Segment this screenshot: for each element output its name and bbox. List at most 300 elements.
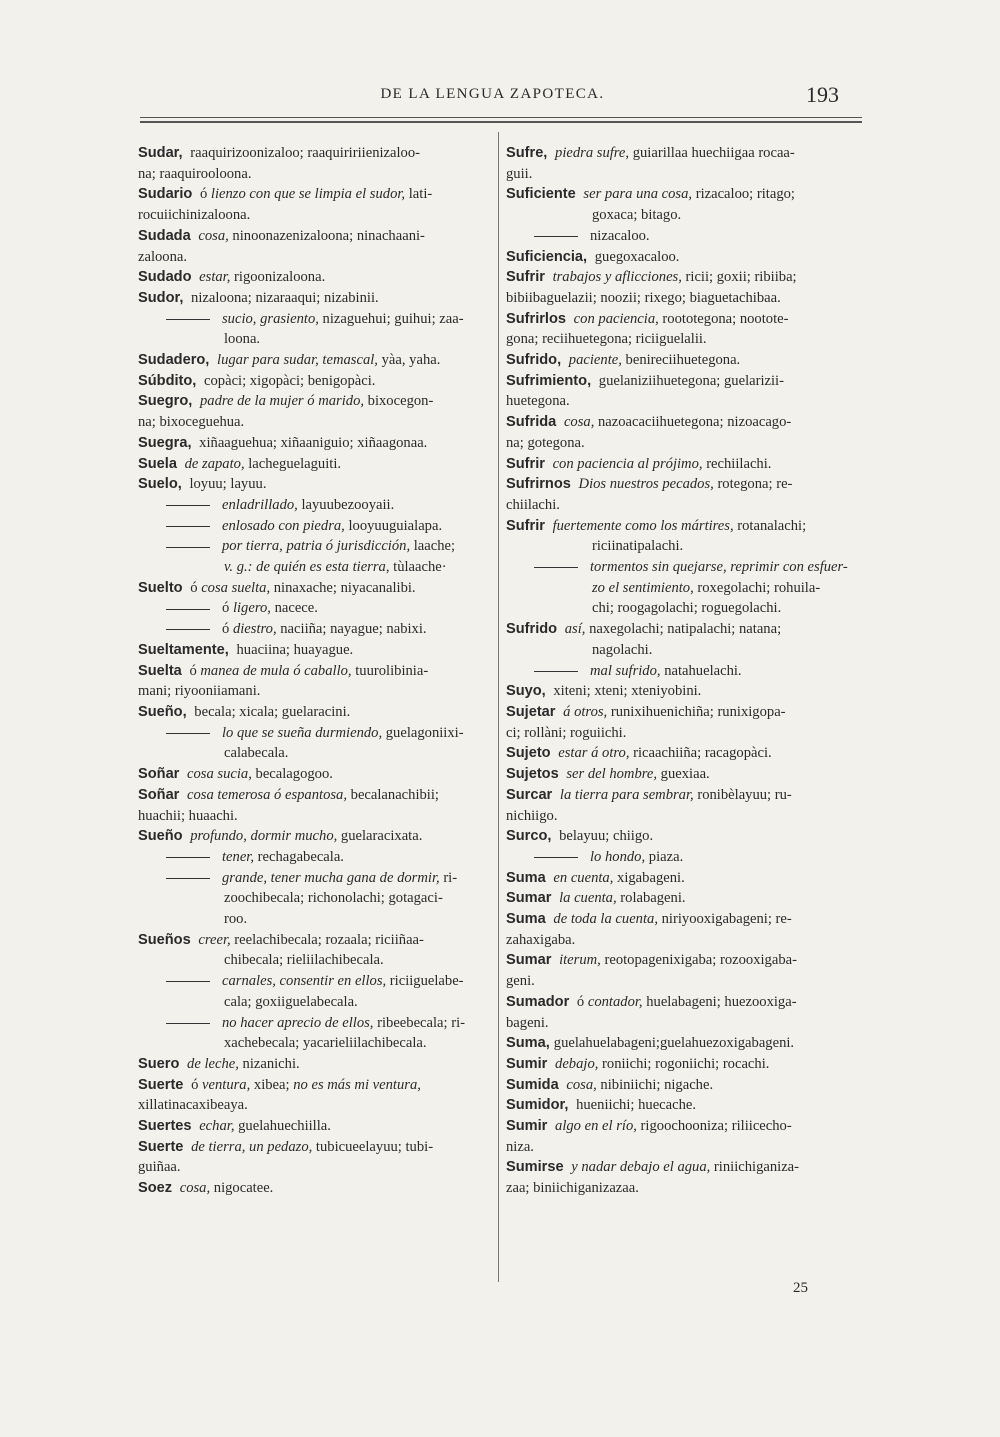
headword: Sujeto bbox=[506, 745, 551, 762]
header-rule-thick bbox=[140, 121, 862, 123]
gloss-text: la tierra para sembrar, bbox=[559, 786, 694, 803]
dictionary-line bbox=[138, 1095, 496, 1116]
gloss-text: cosa, bbox=[179, 1180, 211, 1197]
entry-text: layuubezooyaii. bbox=[297, 496, 395, 513]
entry-text: benireciihuetegona. bbox=[621, 352, 741, 369]
dictionary-line bbox=[506, 971, 862, 992]
dictionary-line bbox=[138, 764, 496, 785]
dictionary-line bbox=[138, 391, 496, 412]
header-rule-thin bbox=[140, 117, 862, 118]
entry-text: ricaachiiña; racagopàci. bbox=[629, 745, 772, 762]
dictionary-line bbox=[506, 578, 862, 599]
dictionary-line bbox=[138, 536, 496, 557]
headword: Sudar, bbox=[138, 145, 183, 161]
dictionary-line bbox=[506, 371, 862, 392]
repeat-dash bbox=[166, 981, 210, 982]
entry-text: xiñaaguehua; xiñaaniguio; xiñaagonaa. bbox=[195, 434, 428, 451]
entry-text: rolabageni. bbox=[616, 890, 686, 907]
entry-text: na; gotegona. bbox=[506, 434, 585, 451]
headword: Sufrida bbox=[506, 414, 557, 431]
headword: Suma bbox=[506, 869, 546, 886]
dictionary-line bbox=[138, 247, 496, 268]
entry-text: rocuiichinizaloona. bbox=[138, 207, 251, 224]
page-number: 193 bbox=[806, 82, 839, 107]
dictionary-line bbox=[138, 992, 496, 1013]
dictionary-line bbox=[506, 826, 862, 847]
entry-text: nizacaloo. bbox=[590, 227, 650, 244]
gloss-text: de toda la cuenta, bbox=[553, 911, 658, 928]
signature-mark: 25 bbox=[793, 1280, 808, 1296]
entry-text: loona. bbox=[224, 331, 261, 348]
headword: Suela bbox=[138, 455, 177, 472]
entry-text: guii. bbox=[506, 165, 533, 182]
gloss-text: carnales, consentir en ellos, bbox=[222, 973, 387, 990]
entry-text: runixihuenichiña; runixigopa- bbox=[607, 703, 786, 720]
gloss-text: la cuenta, bbox=[559, 890, 617, 907]
gloss-text: cosa, bbox=[563, 414, 595, 431]
entry-text: roototegona; nootote- bbox=[658, 310, 789, 327]
gloss-text: y nadar debajo el agua, bbox=[571, 1159, 711, 1176]
dictionary-line bbox=[506, 1116, 862, 1137]
gloss-text: no es más mi ventura, bbox=[293, 1076, 421, 1093]
dictionary-line bbox=[138, 681, 496, 702]
dictionary-line bbox=[506, 536, 862, 557]
gloss-text: zo el sentimiento, bbox=[592, 579, 694, 596]
gloss-text: no hacer aprecio de ellos, bbox=[222, 1014, 374, 1031]
gloss-text: con paciencia al prójimo, bbox=[552, 455, 703, 472]
headword: Sueño bbox=[138, 828, 183, 845]
dictionary-line bbox=[138, 950, 496, 971]
entry-text: huetegona. bbox=[506, 393, 570, 410]
entry-text: nichiigo. bbox=[506, 807, 558, 824]
repeat-dash bbox=[166, 319, 210, 320]
entry-text: ri- bbox=[439, 869, 458, 886]
headword: Suelta bbox=[138, 662, 182, 679]
page-header bbox=[140, 82, 845, 112]
entry-text: becalagogoo. bbox=[251, 766, 333, 783]
headword: Sujetar bbox=[506, 703, 556, 720]
gloss-text: cosa sucia, bbox=[187, 766, 252, 783]
entry-text: rigoochooniza; riliicecho- bbox=[636, 1118, 792, 1135]
entry-text: xigabageni. bbox=[613, 869, 685, 886]
headword: Sufrimiento, bbox=[506, 372, 592, 389]
gloss-text: mal sufrido, bbox=[590, 662, 661, 679]
dictionary-line bbox=[506, 1137, 862, 1158]
entry-text: ninaxache; niyacanalibi. bbox=[270, 579, 416, 596]
entry-text: xachebecala; yacarieliilachibecala. bbox=[224, 1035, 427, 1052]
dictionary-line bbox=[506, 764, 862, 785]
gloss-text: algo en el río, bbox=[555, 1118, 637, 1135]
dictionary-line bbox=[506, 474, 862, 495]
running-head: DE LA LENGUA ZAPOTECA. bbox=[380, 86, 605, 102]
dictionary-line bbox=[138, 847, 496, 868]
entry-text: ninoonazenizaloona; ninachaani- bbox=[228, 227, 425, 244]
entry-text: nigocatee. bbox=[210, 1180, 274, 1197]
dictionary-line bbox=[138, 930, 496, 951]
dictionary-line bbox=[506, 950, 862, 971]
dictionary-line bbox=[138, 267, 496, 288]
entry-text: chiilachi. bbox=[506, 496, 560, 513]
dictionary-line bbox=[138, 454, 496, 475]
gloss-text: v. g.: de quién es esta tierra, bbox=[224, 559, 390, 576]
gloss-text: lienzo con que se limpia el sudor, bbox=[210, 186, 406, 203]
headword: Sumir bbox=[506, 1118, 548, 1135]
entry-text: nagolachi. bbox=[592, 641, 653, 658]
headword: Sufrir bbox=[506, 269, 545, 286]
dictionary-line bbox=[138, 309, 496, 330]
entry-text: huaciina; huayague. bbox=[232, 641, 354, 658]
entry-text: belayuu; chiigo. bbox=[555, 828, 654, 845]
headword: Suyo, bbox=[506, 683, 546, 700]
dictionary-line bbox=[138, 226, 496, 247]
headword: Suelo, bbox=[138, 476, 182, 493]
entry-text: cala; goxiiguelabecala. bbox=[224, 993, 358, 1010]
dictionary-line bbox=[138, 1075, 496, 1096]
gloss-text: enladrillado, bbox=[222, 496, 298, 513]
repeat-dash bbox=[166, 878, 210, 879]
dictionary-line bbox=[506, 1013, 862, 1034]
entry-text: bibiibaguelazii; noozii; rixego; biaguetachibaa. bbox=[506, 289, 781, 306]
dictionary-line bbox=[506, 806, 862, 827]
gloss-text: á otros, bbox=[563, 703, 608, 720]
dictionary-line bbox=[506, 1157, 862, 1178]
repeat-dash bbox=[534, 857, 578, 858]
dictionary-line bbox=[138, 909, 496, 930]
repeat-dash bbox=[166, 1023, 210, 1024]
gloss-text: cosa, bbox=[198, 227, 229, 244]
dictionary-line bbox=[138, 1033, 496, 1054]
gloss-text: Dios nuestros pecados, bbox=[578, 476, 714, 493]
dictionary-line bbox=[506, 847, 862, 868]
repeat-dash bbox=[166, 609, 210, 610]
dictionary-line bbox=[138, 143, 496, 164]
entry-text: bixocegon- bbox=[364, 393, 434, 410]
gloss-text: lugar para sudar, temascal, bbox=[217, 352, 378, 369]
dictionary-line bbox=[138, 702, 496, 723]
entry-text: ó bbox=[187, 1076, 203, 1093]
dictionary-line bbox=[506, 1033, 862, 1054]
entry-text: laache; bbox=[410, 538, 456, 555]
gloss-text: tener, bbox=[222, 848, 255, 865]
headword: Sudario bbox=[138, 186, 193, 203]
repeat-dash bbox=[166, 526, 210, 527]
entry-text: copàci; xigopàci; benigopàci. bbox=[200, 372, 376, 389]
gloss-text: iterum, bbox=[559, 952, 601, 969]
gloss-text: con paciencia, bbox=[573, 310, 659, 327]
entry-text: rigoonizaloona. bbox=[230, 269, 326, 286]
dictionary-line bbox=[506, 1054, 862, 1075]
entry-text: ó bbox=[222, 600, 233, 617]
entry-text: tùlaache· bbox=[389, 559, 447, 576]
gloss-text: fuertemente como los mártires, bbox=[552, 517, 734, 534]
entry-text: lacheguelaguiti. bbox=[244, 455, 342, 472]
dictionary-line bbox=[506, 247, 862, 268]
entry-text: looyuuguialapa. bbox=[344, 517, 443, 534]
headword: Surcar bbox=[506, 786, 553, 803]
dictionary-line bbox=[506, 495, 862, 516]
entry-text: na; raaquirooloona. bbox=[138, 165, 252, 182]
dictionary-line bbox=[138, 433, 496, 454]
dictionary-line bbox=[506, 288, 862, 309]
headword: Sufrirlos bbox=[506, 310, 567, 327]
gloss-text: estar, bbox=[199, 269, 231, 286]
repeat-dash bbox=[166, 547, 210, 548]
entry-text: nazoacaciihuetegona; nizoacago- bbox=[594, 414, 792, 431]
gloss-text: trabajos y aflicciones, bbox=[552, 269, 682, 286]
dictionary-line bbox=[138, 1116, 496, 1137]
entry-text: nacece. bbox=[270, 600, 318, 617]
dictionary-line bbox=[138, 474, 496, 495]
dictionary-line bbox=[138, 1013, 496, 1034]
dictionary-line bbox=[506, 868, 862, 889]
gloss-text: grande, tener mucha gana de dormir, bbox=[222, 869, 440, 886]
entry-text: mani; riyooniiamani. bbox=[138, 683, 261, 700]
entry-text: chibecala; rieliilachibecala. bbox=[224, 952, 384, 969]
dictionary-line bbox=[506, 205, 862, 226]
entry-text: rechagabecala. bbox=[254, 848, 344, 865]
dictionary-line bbox=[138, 640, 496, 661]
gloss-text: así, bbox=[564, 621, 586, 638]
entry-text: rechiilachi. bbox=[702, 455, 772, 472]
dictionary-line bbox=[506, 619, 862, 640]
gloss-text: padre de la mujer ó marido, bbox=[199, 393, 365, 410]
dictionary-line bbox=[506, 930, 862, 951]
gloss-text: tormentos sin quejarse, reprimir con esfuer- bbox=[590, 559, 848, 576]
repeat-dash bbox=[534, 567, 578, 568]
entry-text: guiarillaa huechiigaa rocaa- bbox=[629, 145, 795, 161]
dictionary-line bbox=[506, 164, 862, 185]
gloss-text: de zapato, bbox=[184, 455, 245, 472]
dictionary-line bbox=[138, 412, 496, 433]
gloss-text: en cuenta, bbox=[553, 869, 614, 886]
gloss-text: debajo, bbox=[555, 1055, 599, 1072]
headword: Sujetos bbox=[506, 766, 559, 783]
gloss-text: creer, bbox=[198, 931, 231, 948]
entry-text: riniichiganiza- bbox=[710, 1159, 800, 1176]
gloss-text: piedra sufre, bbox=[555, 145, 630, 161]
entry-text: riciiguelabe- bbox=[386, 973, 464, 990]
dictionary-line bbox=[506, 785, 862, 806]
dictionary-line bbox=[138, 785, 496, 806]
entry-text: loyuu; layuu. bbox=[185, 476, 267, 493]
headword: Sudado bbox=[138, 269, 192, 286]
entry-text: xibea; bbox=[250, 1076, 294, 1093]
dictionary-line bbox=[138, 971, 496, 992]
dictionary-line bbox=[138, 288, 496, 309]
headword: Sumidor, bbox=[506, 1097, 569, 1114]
entry-text: roxegolachi; rohuila- bbox=[693, 579, 821, 596]
headword: Sumar bbox=[506, 890, 552, 907]
dictionary-line bbox=[138, 1137, 496, 1158]
entry-text: nibiniichi; nigache. bbox=[596, 1076, 714, 1093]
entry-text: rizacaloo; ritago; bbox=[692, 186, 795, 203]
headword: Surco, bbox=[506, 828, 552, 845]
gloss-text: de leche, bbox=[187, 1055, 239, 1072]
dictionary-line bbox=[506, 702, 862, 723]
entry-text: zaloona. bbox=[138, 248, 188, 265]
dictionary-line bbox=[138, 164, 496, 185]
headword: Suficiencia, bbox=[506, 248, 588, 265]
entry-text: natahuelachi. bbox=[660, 662, 742, 679]
dictionary-line bbox=[138, 578, 496, 599]
headword: Suerte bbox=[138, 1138, 184, 1155]
dictionary-line bbox=[506, 267, 862, 288]
dictionary-line bbox=[138, 495, 496, 516]
gloss-text: lo que se sueña durmiendo, bbox=[222, 724, 383, 741]
headword: Suero bbox=[138, 1055, 180, 1072]
dictionary-line bbox=[506, 723, 862, 744]
entry-text: ribeebecala; ri- bbox=[373, 1014, 466, 1031]
dictionary-line bbox=[506, 226, 862, 247]
gloss-text: paciente, bbox=[568, 352, 622, 369]
dictionary-line bbox=[138, 1157, 496, 1178]
dictionary-line bbox=[138, 868, 496, 889]
entry-text: lati- bbox=[405, 186, 433, 203]
headword: Sufrido, bbox=[506, 352, 562, 369]
dictionary-line bbox=[506, 412, 862, 433]
headword: Súbdito, bbox=[138, 372, 197, 389]
gloss-text: estar á otro, bbox=[558, 745, 630, 762]
entry-text: geni. bbox=[506, 973, 535, 990]
headword: Suegro, bbox=[138, 393, 193, 410]
dictionary-line bbox=[138, 619, 496, 640]
entry-text: nizaloona; nizaraaqui; nizabinii. bbox=[187, 289, 379, 306]
headword: Sumador bbox=[506, 993, 570, 1010]
gloss-text: cosa, bbox=[566, 1076, 597, 1093]
gloss-text: por tierra, patria ó jurisdicción, bbox=[222, 538, 411, 555]
repeat-dash bbox=[534, 671, 578, 672]
gloss-text: cosa temerosa ó espantosa, bbox=[187, 786, 347, 803]
entry-text: ricii; goxii; ribiiba; bbox=[681, 269, 797, 286]
entry-text: raaquirizoonizaloo; raaquiririienizaloo- bbox=[186, 145, 421, 161]
entry-text: nizaguehui; guihui; zaa- bbox=[318, 310, 464, 327]
entry-text: guiñaa. bbox=[138, 1159, 181, 1176]
entry-text: niza. bbox=[506, 1138, 534, 1155]
dictionary-line bbox=[138, 598, 496, 619]
entry-text: tubicueelayuu; tubi- bbox=[312, 1138, 434, 1155]
headword: Suelto bbox=[138, 579, 183, 596]
entry-text: huachii; huaachi. bbox=[138, 807, 238, 824]
entry-text: becala; xicala; guelaracini. bbox=[190, 703, 351, 720]
repeat-dash bbox=[166, 857, 210, 858]
gloss-text: enlosado con piedra, bbox=[222, 517, 345, 534]
dictionary-line bbox=[138, 184, 496, 205]
entry-text: niriyooxigabageni; re- bbox=[657, 911, 792, 928]
gloss-text: ser para una cosa, bbox=[583, 186, 693, 203]
dictionary-line bbox=[138, 350, 496, 371]
entry-text: rotanalachi; bbox=[733, 517, 807, 534]
dictionary-line bbox=[506, 598, 862, 619]
entry-text: na; bixoceguehua. bbox=[138, 414, 245, 431]
dictionary-line bbox=[138, 329, 496, 350]
entry-text: ó bbox=[185, 662, 201, 679]
dictionary-line bbox=[506, 391, 862, 412]
headword: Sufrir bbox=[506, 517, 545, 534]
dictionary-line bbox=[506, 184, 862, 205]
dictionary-line bbox=[138, 806, 496, 827]
dictionary-line bbox=[138, 661, 496, 682]
entry-text: goxaca; bitago. bbox=[592, 207, 682, 224]
entry-text: guelahuelabageni;guelahuezoxigabageni. bbox=[553, 1035, 795, 1052]
entry-text: yàa, yaha. bbox=[377, 352, 441, 369]
entry-text: naxegolachi; natipalachi; natana; bbox=[585, 621, 782, 638]
headword: Sueltamente, bbox=[138, 641, 229, 658]
headword: Suma bbox=[506, 911, 546, 928]
entry-text: huelabageni; huezooxiga- bbox=[642, 993, 797, 1010]
gloss-text: profundo, dormir mucho, bbox=[190, 828, 338, 845]
dictionary-line bbox=[506, 557, 862, 578]
repeat-dash bbox=[166, 733, 210, 734]
headword: Suma, bbox=[506, 1035, 550, 1052]
headword: Sudadero, bbox=[138, 352, 210, 369]
entry-text: becalanachibii; bbox=[347, 786, 439, 803]
gloss-text: manea de mula ó caballo, bbox=[200, 662, 352, 679]
left-column bbox=[138, 143, 496, 1199]
entry-text: tuurolibinia- bbox=[351, 662, 429, 679]
dictionary-line bbox=[138, 371, 496, 392]
dictionary-line bbox=[506, 661, 862, 682]
headword: Sufre, bbox=[506, 145, 548, 161]
headword: Sumida bbox=[506, 1076, 559, 1093]
right-column bbox=[506, 143, 862, 1199]
dictionary-line bbox=[506, 329, 862, 350]
repeat-dash bbox=[534, 236, 578, 237]
headword: Suegra, bbox=[138, 434, 192, 451]
headword: Suerte bbox=[138, 1076, 184, 1093]
repeat-dash bbox=[166, 505, 210, 506]
headword: Soñar bbox=[138, 766, 180, 783]
headword: Sufrir bbox=[506, 455, 545, 472]
headword: Suficiente bbox=[506, 186, 576, 203]
headword: Sufrido bbox=[506, 621, 558, 638]
headword: Soez bbox=[138, 1180, 173, 1197]
entry-text: bageni. bbox=[506, 1014, 549, 1031]
entry-text: ó bbox=[222, 621, 233, 638]
entry-text: ó bbox=[196, 186, 211, 203]
dictionary-line bbox=[506, 454, 862, 475]
gloss-text: de tierra, un pedazo, bbox=[191, 1138, 313, 1155]
dictionary-line bbox=[138, 723, 496, 744]
entry-text: guexiaa. bbox=[657, 766, 710, 783]
entry-text: guelaniziihuetegona; guelarizii- bbox=[595, 372, 784, 389]
dictionary-line bbox=[138, 1178, 496, 1199]
entry-text: zoochibecala; richonolachi; gotagaci- bbox=[224, 890, 443, 907]
headword: Sufrirnos bbox=[506, 476, 571, 493]
dictionary-line bbox=[138, 1054, 496, 1075]
dictionary-line bbox=[506, 1178, 862, 1199]
entry-text: ó bbox=[573, 993, 588, 1010]
dictionary-line bbox=[138, 888, 496, 909]
gloss-text: ventura, bbox=[202, 1076, 251, 1093]
entry-text: piaza. bbox=[645, 848, 684, 865]
gloss-text: ligero, bbox=[232, 600, 271, 617]
gloss-text: sucio, grasiento, bbox=[222, 310, 319, 327]
entry-text: nizanichi. bbox=[238, 1055, 300, 1072]
entry-text: riciinatipalachi. bbox=[592, 538, 684, 555]
dictionary-line bbox=[506, 516, 862, 537]
gloss-text: lo hondo, bbox=[590, 848, 646, 865]
entry-text: gona; reciihuetegona; riciiguelalii. bbox=[506, 331, 707, 348]
column-divider bbox=[498, 132, 499, 1282]
gloss-text: cosa suelta, bbox=[201, 579, 271, 596]
dictionary-line bbox=[506, 309, 862, 330]
dictionary-line bbox=[506, 350, 862, 371]
headword: Sudada bbox=[138, 227, 191, 244]
entry-text: ci; rollàni; roguiichi. bbox=[506, 724, 627, 741]
entry-text: calabecala. bbox=[224, 745, 289, 762]
entry-text: naciiña; nayague; nabixi. bbox=[276, 621, 427, 638]
entry-text: roniichi; rogoniichi; rocachi. bbox=[598, 1055, 770, 1072]
